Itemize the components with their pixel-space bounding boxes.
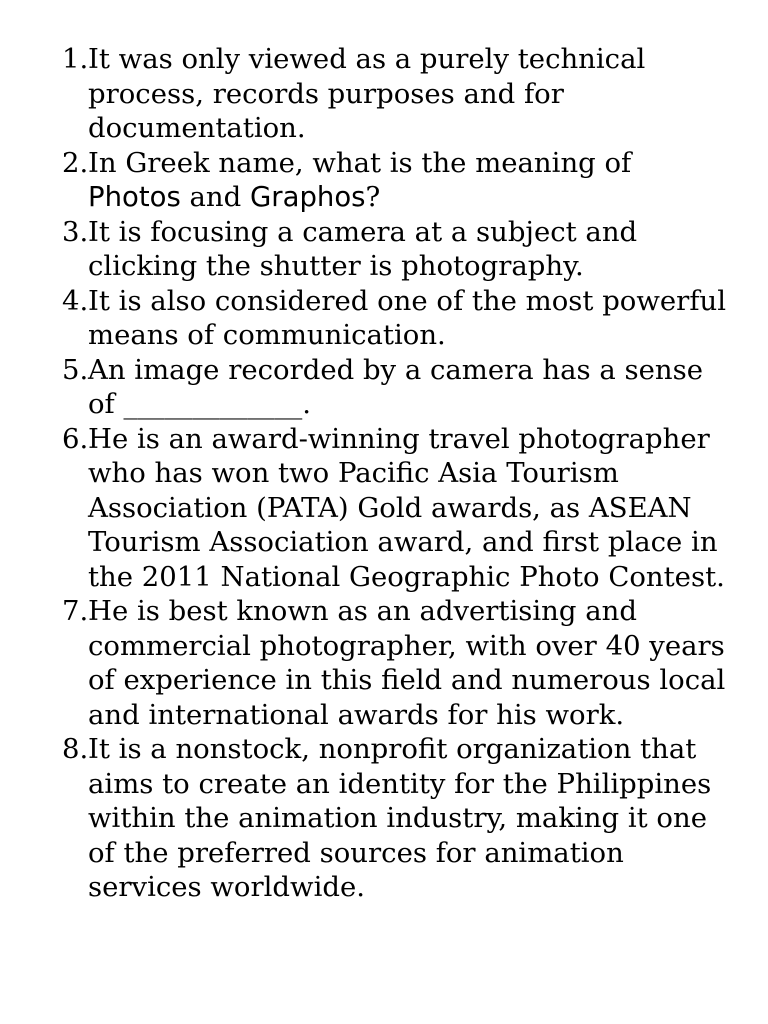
question-item-7 <box>62 594 732 732</box>
question-item-5 <box>62 353 732 422</box>
question-item-3 <box>62 215 732 284</box>
question-number: 1. <box>62 43 89 75</box>
question-number: 2. <box>62 146 89 179</box>
question-text-part: ? <box>365 181 381 213</box>
question-text: It is also considered one of the most powerful means of communication. <box>88 284 727 351</box>
question-list <box>62 42 732 905</box>
term-photos: Photos <box>88 181 181 213</box>
question-number: 8. <box>62 733 89 765</box>
question-number: 4. <box>62 284 89 317</box>
question-text <box>88 146 732 215</box>
question-text: He is an award-winning travel photographer who has won two Pacific Asia Tourism Association (PATA) Gold awards, as ASEAN Tourism Association award, and first place in the 2011 National Geographic Photo Contest. <box>88 422 725 593</box>
question-item-1 <box>62 42 732 146</box>
question-text-part: In Greek name, what is the meaning of <box>88 146 632 179</box>
question-text-part: and <box>180 181 250 213</box>
question-item-6 <box>62 422 732 595</box>
question-text: It is focusing a camera at a subject and clicking the shutter is photography. <box>88 215 638 282</box>
question-number: 5. <box>62 353 89 386</box>
term-graphos: Graphos <box>249 181 366 213</box>
question-text: He is best known as an advertising and commercial photographer, with over 40 years of experience in this field and numerous local and international awards for his work. <box>88 595 726 731</box>
question-item-8 <box>62 732 732 905</box>
question-text: It was only viewed as a purely technical process, records purposes and for documentation. <box>88 43 646 144</box>
question-item-4 <box>62 284 732 353</box>
question-text: It is a nonstock, nonprofit organization that aims to create an identity for the Philippines within the animation industry, making it one of the preferred sources for animation services worldwide. <box>88 733 712 903</box>
question-text: An image recorded by a camera has a sense of _____________. <box>88 353 703 420</box>
question-number: 7. <box>62 595 89 627</box>
question-item-2 <box>62 146 732 215</box>
question-number: 3. <box>62 215 89 248</box>
question-number: 6. <box>62 422 89 455</box>
